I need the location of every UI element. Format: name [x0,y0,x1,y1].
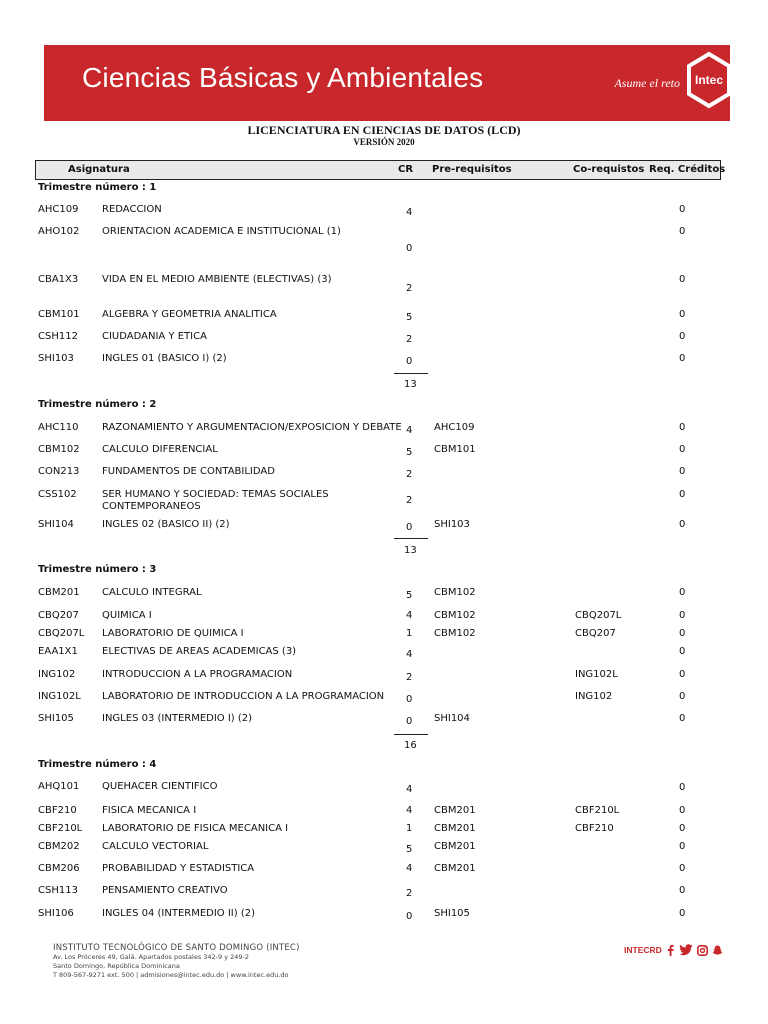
course-name: INGLES 02 (BASICO II) (2) [102,519,230,530]
course-code: ING102 [38,669,76,680]
course-credits: 4 [406,784,413,795]
course-corequisite: CBF210 [575,823,614,834]
course-name: CIUDADANIA Y ETICA [102,331,207,342]
footer-institution: INSTITUTO TECNOLÓGICO DE SANTO DOMINGO (INTEC) [53,943,300,953]
course-code: CBQ207L [38,628,85,639]
course-name: QUIMICA I [102,610,152,621]
course-prerequisite: CBM201 [434,863,476,874]
twitter-icon[interactable] [679,944,693,956]
course-code: CBF210 [38,805,77,816]
course-code: SHI104 [38,519,74,530]
course-name: PROBABILIDAD Y ESTADISTICA [102,863,255,874]
course-prerequisite: SHI105 [434,908,470,919]
course-code: AHQ101 [38,781,80,792]
section-label-trimestre-4: Trimestre número : 4 [38,759,157,770]
course-code: CBM201 [38,587,80,598]
course-credits: 2 [406,888,413,899]
course-req-credits: 0 [679,863,686,874]
course-name: LABORATORIO DE QUIMICA I [102,628,244,639]
course-code: CBA1X3 [38,274,79,285]
course-req-credits: 0 [679,422,686,433]
course-req-credits: 0 [679,691,686,702]
course-req-credits: 0 [679,908,686,919]
course-name: REDACCION [102,204,162,215]
course-req-credits: 0 [679,466,686,477]
course-name: RAZONAMIENTO Y ARGUMENTACION/EXPOSICION Y DEBATE [102,422,402,433]
snapchat-icon[interactable] [712,945,723,956]
course-req-credits: 0 [679,489,686,500]
social-handle: INTECRD [624,945,662,955]
course-req-credits: 0 [679,628,686,639]
course-name: FUNDAMENTOS DE CONTABILIDAD [102,466,275,477]
course-credits: 4 [406,425,413,436]
course-code: AHO102 [38,226,80,237]
course-prerequisite: CBM201 [434,823,476,834]
course-code: CSS102 [38,489,77,500]
course-code: CSH113 [38,885,78,896]
course-code: CON213 [38,466,80,477]
course-credits: 2 [406,495,413,506]
intec-logo [686,51,732,109]
document-version: VERSIÓN 2020 [353,137,415,147]
table-header [35,160,726,180]
course-corequisite: CBQ207 [575,628,616,639]
course-req-credits: 0 [679,204,686,215]
course-corequisite: ING102 [575,691,613,702]
course-prerequisite: SHI104 [434,713,470,724]
section-label-trimestre-3: Trimestre número : 3 [38,564,157,575]
course-name: FISICA MECANICA I [102,805,197,816]
course-credits: 0 [406,911,413,922]
course-req-credits: 0 [679,805,686,816]
section-total-credits: 16 [404,740,417,751]
course-code: CSH112 [38,331,78,342]
course-req-credits: 0 [679,669,686,680]
course-code: CBM101 [38,309,80,320]
course-corequisite: CBQ207L [575,610,622,621]
footer-address: Av. Los Próceres 49, Galá. Apartados postales 342-9 y 249-2 [53,953,250,961]
course-code: CBF210L [38,823,83,834]
logo-text: Intec [694,73,723,87]
course-name: ELECTIVAS DE AREAS ACADEMICAS (3) [102,646,297,657]
course-code: SHI105 [38,713,74,724]
instagram-icon[interactable] [697,945,708,956]
course-req-credits: 0 [679,646,686,657]
section-label-trimestre-1: Trimestre número : 1 [38,182,157,193]
course-req-credits: 0 [679,610,686,621]
course-name: ORIENTACION ACADEMICA E INSTITUCIONAL (1) [102,226,341,237]
course-credits: 2 [406,469,413,480]
course-prerequisite: AHC109 [434,422,475,433]
course-code: ING102L [38,691,81,702]
course-prerequisite: CBM201 [434,805,476,816]
course-credits: 0 [406,243,413,254]
column-header-req-creditos: Req. Créditos [649,164,726,175]
course-credits: 2 [406,672,413,683]
total-divider [394,373,428,374]
course-name: LABORATORIO DE FISICA MECANICA I [102,823,289,834]
course-credits: 5 [406,590,413,601]
facebook-icon[interactable] [666,944,675,956]
course-name: INTRODUCCION A LA PROGRAMACION [102,669,293,680]
section-total-credits: 13 [404,379,417,390]
course-credits: 4 [406,610,413,621]
course-name: CALCULO INTEGRAL [102,587,202,598]
course-req-credits: 0 [679,587,686,598]
course-credits: 0 [406,716,413,727]
course-code: AHC109 [38,204,79,215]
course-name: INGLES 04 (INTERMEDIO II) (2) [102,908,255,919]
course-name: CALCULO DIFERENCIAL [102,444,218,455]
header-banner [44,45,730,121]
course-code: CBQ207 [38,610,79,621]
course-code: SHI106 [38,908,74,919]
course-credits: 1 [406,628,413,639]
course-code: AHC110 [38,422,79,433]
course-code: CBM102 [38,444,80,455]
social-links [624,944,723,956]
course-prerequisite: CBM102 [434,610,476,621]
course-corequisite: CBF210L [575,805,620,816]
column-header-asignatura: Asignatura [68,164,130,175]
section-label-trimestre-2: Trimestre número : 2 [38,399,157,410]
course-req-credits: 0 [679,274,686,285]
column-header-cr: CR [398,164,414,175]
course-name: INGLES 03 (INTERMEDIO I) (2) [102,713,253,724]
course-name: PENSAMIENTO CREATIVO [102,885,228,896]
course-credits: 5 [406,312,413,323]
course-name: ALGEBRA Y GEOMETRIA ANALITICA [102,309,277,320]
course-name: CALCULO VECTORIAL [102,841,209,852]
course-credits: 2 [406,334,413,345]
course-prerequisite: CBM102 [434,628,476,639]
footer-contact-line: T 809-567-9271 ext. 500 | admisiones@intec.edu.do | www.intec.edu.do [53,971,289,979]
column-header-prerequisitos: Pre-requisitos [432,164,512,175]
footer-contact [53,943,300,980]
course-code: CBM206 [38,863,80,874]
course-prerequisite: CBM201 [434,841,476,852]
footer-city: Santo Domingo, República Dominicana [53,962,180,970]
department-title: Ciencias Básicas y Ambientales [82,62,484,93]
course-req-credits: 0 [679,226,686,237]
slogan: Asume el reto [614,76,680,90]
course-prerequisite: SHI103 [434,519,470,530]
section-total-credits: 13 [404,545,417,556]
course-code: SHI103 [38,353,74,364]
course-req-credits: 0 [679,713,686,724]
course-req-credits: 0 [679,331,686,342]
course-req-credits: 0 [679,353,686,364]
course-code: CBM202 [38,841,80,852]
course-credits: 0 [406,694,413,705]
course-credits: 4 [406,863,413,874]
course-code: EAA1X1 [38,646,78,657]
course-credits: 4 [406,805,413,816]
course-req-credits: 0 [679,519,686,530]
course-req-credits: 0 [679,309,686,320]
total-divider [394,734,428,735]
course-req-credits: 0 [679,782,686,793]
course-credits: 0 [406,356,413,367]
course-name: INGLES 01 (BASICO I) (2) [102,353,227,364]
course-req-credits: 0 [679,841,686,852]
course-name: QUEHACER CIENTIFICO [102,781,218,792]
course-credits: 5 [406,447,413,458]
course-req-credits: 0 [679,823,686,834]
course-name: VIDA EN EL MEDIO AMBIENTE (ELECTIVAS) (3) [102,274,332,285]
course-name: SER HUMANO Y SOCIEDAD: TEMAS SOCIALES CONTEMPORANEOS [102,489,329,512]
course-corequisite: ING102L [575,669,618,680]
course-credits: 0 [406,522,413,533]
course-credits: 4 [406,649,413,660]
document-title: LICENCIATURA EN CIENCIAS DE DATOS (LCD) [247,123,521,137]
course-credits: 1 [406,823,413,834]
course-credits: 2 [406,283,413,294]
course-req-credits: 0 [679,885,686,896]
course-req-credits: 0 [679,444,686,455]
course-credits: 4 [406,207,413,218]
course-prerequisite: CBM102 [434,587,476,598]
course-name: LABORATORIO DE INTRODUCCION A LA PROGRAMACION [102,691,385,702]
total-divider [394,538,428,539]
course-credits: 5 [406,844,413,855]
course-prerequisite: CBM101 [434,444,476,455]
column-header-corequisitos: Co-requistos [573,164,645,175]
